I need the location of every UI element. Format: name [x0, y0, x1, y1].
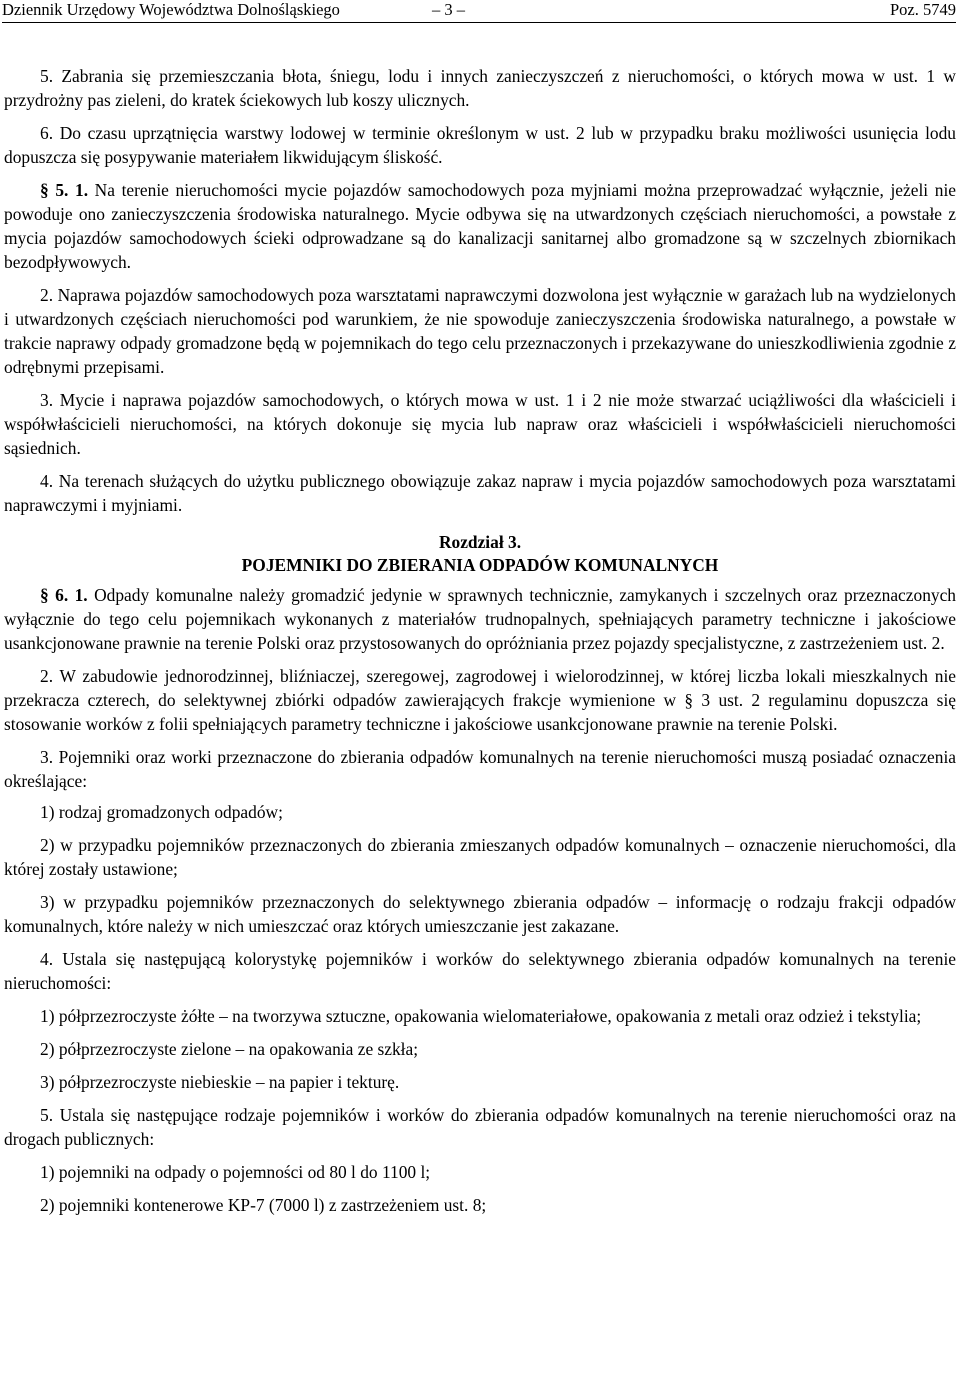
list-item: 1) rodzaj gromadzonych odpadów; — [40, 802, 283, 822]
list-item: 3) półprzezroczyste niebieskie – na papier i tekturę. — [40, 1072, 400, 1092]
section-6-paragraph-4: 4. Ustala się następującą kolorystykę pojemników i worków do selektywnego zbierania odpadów komunalnych na terenie nieruchomości: — [4, 949, 956, 993]
page-number: – 3 – — [432, 0, 465, 19]
document-body — [4, 64, 956, 1226]
list-item: 2) półprzezroczyste zielone – na opakowania ze szkła; — [40, 1039, 419, 1059]
chapter-number: Rozdział 3. — [438, 532, 522, 552]
section-5-paragraph-2: 2. Naprawa pojazdów samochodowych poza warsztatami naprawczymi dozwolona jest wyłącznie w garażach lub na wydzielonych i utwardzonych częściach nieruchomości pod warunkiem, że nie spowoduje zanieczyszczenia środowiska naturalnego, a powstałe w trakcie naprawy odpady gromadzone będą w pojemnikach do tego celu przeznaczonych i przekazywane do unieszkodliwienia zgodnie z odrębnymi przepisami. — [4, 285, 956, 377]
section-6-paragraph-1-text: Odpady komunalne należy gromadzić jedynie w sprawnych technicznie, zamykanych i szczelnych oraz przeznaczonych wyłącznie do tego celu pojemnikach wykonanych z materiałów trudnopalnych, spełniających parametry techniczne i jakościowe usankcjonowane prawnie na terenie Polski oraz przystosowanych do opróżniania przez pojazdy specjalistyczne, z zastrzeżeniem ust. 2. — [4, 585, 956, 653]
section-6-paragraph-5: 5. Ustala się następujące rodzaje pojemników i worków do zbierania odpadów komunalnych na terenie nieruchomości oraz na drogach publicznych: — [4, 1105, 956, 1149]
position-number: Poz. 5749 — [890, 0, 956, 19]
paragraph-4-6: 6. Do czasu uprzątnięcia warstwy lodowej w terminie określonym w ust. 2 lub w przypadku braku możliwości usunięcia lodu dopuszcza się posypywanie materiałem likwidującym śliskość. — [4, 123, 956, 167]
section-6-paragraph-3: 3. Pojemniki oraz worki przeznaczone do zbierania odpadów komunalnych na terenie nieruchomości muszą posiadać oznaczenia określające: — [4, 747, 956, 791]
paragraph-4-5: 5. Zabrania się przemieszczania błota, śniegu, lodu i innych zanieczyszczeń z nieruchomości, o których mowa w ust. 1 w przydrożny pas zieleni, do kratek ściekowych lub koszy ulicznych. — [4, 66, 956, 110]
chapter-title: POJEMNIKI DO ZBIERANIA ODPADÓW KOMUNALNYCH — [241, 555, 719, 575]
section-6-paragraph-1 — [4, 583, 956, 655]
section-6-paragraph-2: 2. W zabudowie jednorodzinnej, bliźniaczej, szeregowej, zagrodowej i wielorodzinnej, w której liczba lokali mieszkalnych nie przekracza czterech, do selektywnej zbiórki odpadów zawierających frakcje wymienione w § 3 ust. 2 regulaminu dopuszcza się stosowanie worków z folii spełniających parametry techniczne i jakościowe usankcjonowane prawnie na terenie Polski. — [4, 666, 956, 734]
section-5-label: § 5. 1. — [40, 180, 89, 200]
list-item: 3) w przypadku pojemników przeznaczonych do selektywnego zbierania odpadów – informację o rodzaju frakcji odpadów komunalnych, które należy w nich umieszczać oraz których umieszczanie jest zakazane. — [4, 892, 956, 936]
publication-title: Dziennik Urzędowy Województwa Dolnośląskiego — [2, 0, 340, 19]
list-item: 2) w przypadku pojemników przeznaczonych do zbierania zmieszanych odpadów komunalnych – oznaczenie nieruchomości, dla której zostały ustawione; — [4, 835, 956, 879]
chapter-heading — [4, 531, 956, 577]
section-5-paragraph-1-text: Na terenie nieruchomości mycie pojazdów samochodowych poza myjniami można przeprowadzać wyłącznie, jeżeli nie powoduje ono zanieczyszczenia środowiska naturalnego. Mycie odbywa się na utwardzonych częściach nieruchomości, a powstałe z mycia pojazdów samochodowych ścieki odprowadzane są do kanalizacji sanitarnej albo gromadzone są w szczelnych zbiornikach bezodpływowych. — [4, 180, 956, 272]
section-5-paragraph-3: 3. Mycie i naprawa pojazdów samochodowych, o których mowa w ust. 1 i 2 nie może stwarzać uciążliwości dla właścicieli i współwłaścicieli nieruchomości, na których dokonuje się mycia lub napraw oraz właścicieli i współwłaścicieli nieruchomości sąsiednich. — [4, 390, 956, 458]
section-5-paragraph-4: 4. Na terenach służących do użytku publicznego obowiązuje zakaz napraw i mycia pojazdów samochodowych poza warsztatami naprawczymi i myjniami. — [4, 471, 956, 515]
list-item: 1) półprzezroczyste żółte – na tworzywa sztuczne, opakowania wielomateriałowe, opakowania z metali oraz odzież i tekstylia; — [40, 1006, 922, 1026]
list-item: 2) pojemniki kontenerowe KP-7 (7000 l) z zastrzeżeniem ust. 8; — [40, 1195, 487, 1215]
page-header — [2, 0, 956, 23]
section-6-label: § 6. 1. — [40, 585, 88, 605]
list-item: 1) pojemniki na odpady o pojemności od 80 l do 1100 l; — [40, 1162, 431, 1182]
section-5-paragraph-1 — [4, 178, 956, 274]
